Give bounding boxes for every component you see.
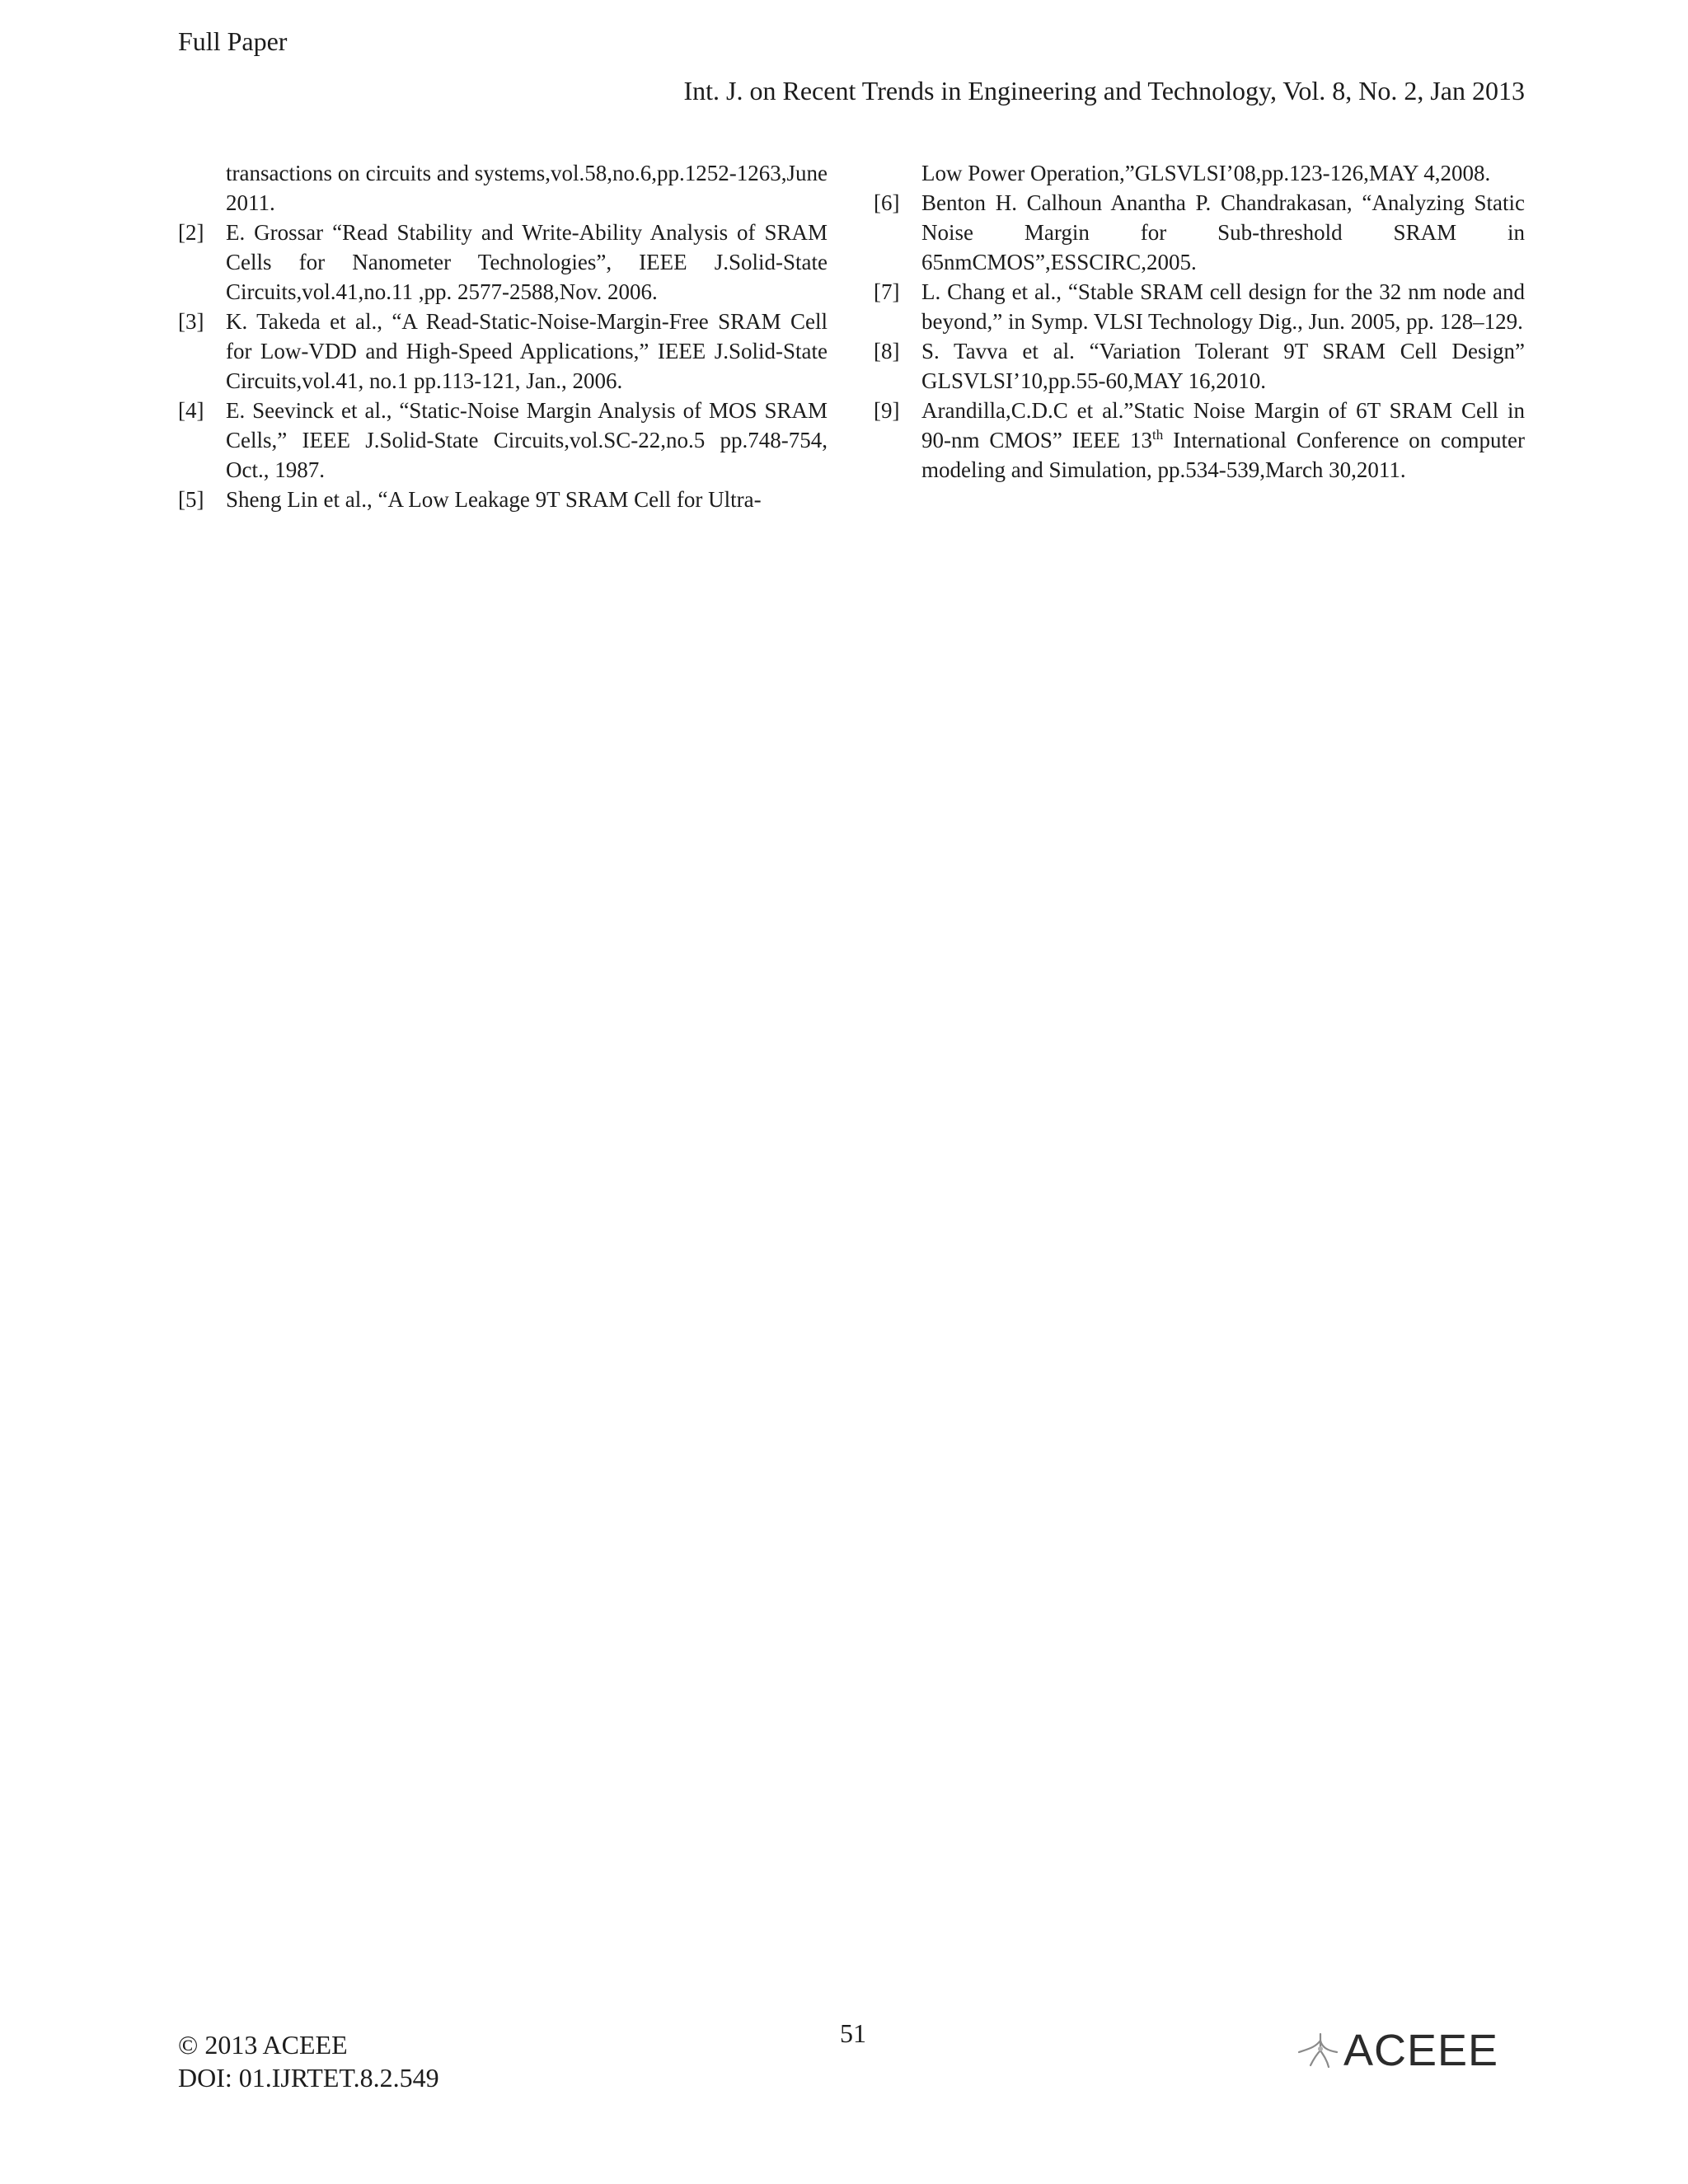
reference-item — [178, 485, 828, 514]
page-number: 51 — [840, 2018, 866, 2048]
reference-text: Sheng Lin et al., “A Low Leakage 9T SRAM Cell for Ultra- — [226, 487, 762, 512]
superscript: th — [1152, 427, 1164, 443]
reference-text-part: International Conference on computer modeling and Simulation, pp.534-539,March 30,2011. — [921, 428, 1525, 482]
reference-text: Low Power Operation,”GLSVLSI’08,pp.123-126,MAY 4,2008. — [921, 161, 1491, 185]
reference-item — [178, 218, 828, 307]
reference-item — [874, 158, 1525, 188]
footer-doi: DOI: 01.IJRTET.8.2.549 — [178, 2063, 439, 2093]
page-label: Full Paper — [178, 26, 288, 56]
footer-copyright: © 2013 ACEEE — [178, 2030, 348, 2060]
journal-header: Int. J. on Recent Trends in Engineering and Technology, Vol. 8, No. 2, Jan 2013 — [683, 76, 1525, 105]
reference-number: [3] — [178, 309, 204, 334]
reference-text: K. Takeda et al., “A Read-Static-Noise-Margin-Free SRAM Cell for Low-VDD and High-Speed Applications,” IEEE J.Solid-State Circuits,vol.41, no.1 pp.113-121, Jan., 2006. — [226, 309, 828, 393]
reference-text: transactions on circuits and systems,vol.58,no.6,pp.1252-1263,June 2011. — [226, 161, 828, 215]
aceee-star-logo-icon — [1296, 2029, 1342, 2072]
references-right-column — [874, 158, 1525, 485]
references-left-column — [178, 158, 828, 514]
reference-item — [178, 158, 828, 218]
reference-number: [2] — [178, 220, 204, 245]
reference-text: Benton H. Calhoun Anantha P. Chandrakasan, “Analyzing Static Noise Margin for Sub-threshold SRAM in 65nmCMOS”,ESSCIRC,2005. — [921, 190, 1525, 274]
reference-text-part: Arandilla,C.D.C et al.”Static Noise Margin of 6T SRAM Cell in 90-nm CMOS” IEEE 13 — [921, 398, 1525, 452]
reference-number: [5] — [178, 487, 204, 512]
reference-text: S. Tavva et al. “Variation Tolerant 9T SRAM Cell Design” GLSVLSI’10,pp.55-60,MAY 16,2010. — [921, 339, 1525, 393]
reference-item — [874, 277, 1525, 336]
reference-text: E. Grossar “Read Stability and Write-Ability Analysis of SRAM Cells for Nanometer Technologies”, IEEE J.Solid-State Circuits,vol.41,no.11 ,pp. 2577-2588,Nov. 2006. — [226, 220, 828, 304]
reference-item — [874, 396, 1525, 485]
reference-item — [874, 336, 1525, 396]
reference-number: [4] — [178, 398, 204, 423]
reference-item — [874, 188, 1525, 277]
reference-text: L. Chang et al., “Stable SRAM cell design for the 32 nm node and beyond,” in Symp. VLSI Technology Dig., Jun. 2005, pp. 128–129. — [921, 279, 1525, 334]
aceee-logo — [1296, 2026, 1526, 2075]
reference-number: [6] — [874, 190, 900, 215]
logo-text: ACEEE — [1343, 2026, 1499, 2075]
reference-number: [9] — [874, 398, 900, 423]
reference-text: E. Seevinck et al., “Static-Noise Margin Analysis of MOS SRAM Cells,” IEEE J.Solid-State Circuits,vol.SC-22,no.5 pp.748-754, Oct., 1987. — [226, 398, 828, 482]
reference-item — [178, 396, 828, 485]
reference-number: [7] — [874, 279, 900, 304]
reference-text — [921, 396, 1525, 485]
reference-number: [8] — [874, 339, 900, 363]
reference-item — [178, 307, 828, 396]
